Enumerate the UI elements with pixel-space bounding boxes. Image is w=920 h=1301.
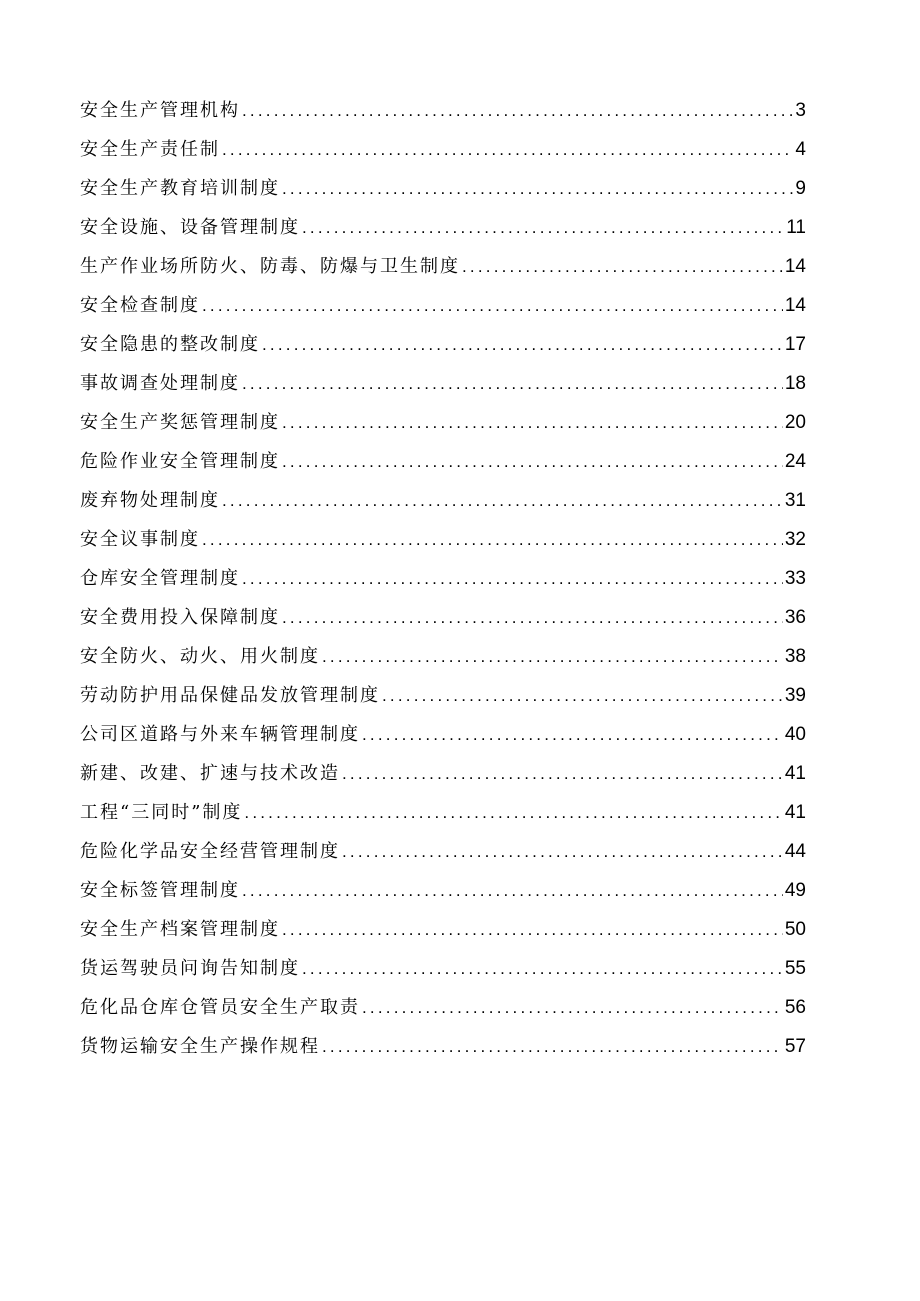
toc-entry[interactable] bbox=[80, 759, 806, 798]
toc-dot-leader bbox=[462, 252, 783, 282]
toc-dot-leader bbox=[362, 720, 783, 750]
toc-entry-title: 安全生产教育培训制度 bbox=[80, 178, 280, 199]
toc-entry[interactable] bbox=[80, 408, 806, 447]
toc-dot-leader bbox=[322, 642, 783, 672]
toc-entry-page: 31 bbox=[784, 490, 806, 511]
toc-entry-title: 工程“三同时”制度 bbox=[80, 802, 243, 823]
toc-dot-leader bbox=[202, 525, 783, 555]
table-of-contents bbox=[80, 96, 806, 1071]
toc-entry-title: 安全费用投入保障制度 bbox=[80, 607, 280, 628]
toc-dot-leader bbox=[222, 135, 793, 165]
toc-entry-title: 货物运输安全生产操作规程 bbox=[80, 1036, 320, 1057]
toc-entry-title: 安全生产档案管理制度 bbox=[80, 919, 280, 940]
toc-entry-page: 41 bbox=[784, 802, 806, 823]
toc-entry[interactable] bbox=[80, 369, 806, 408]
toc-entry-page: 36 bbox=[784, 607, 806, 628]
toc-entry-page: 17 bbox=[784, 334, 806, 355]
toc-dot-leader bbox=[242, 369, 783, 399]
toc-entry-page: 44 bbox=[784, 841, 806, 862]
toc-entry-page: 56 bbox=[784, 997, 806, 1018]
toc-dot-leader bbox=[322, 1032, 783, 1062]
toc-entry-title: 危险化学品安全经营管理制度 bbox=[80, 841, 340, 862]
toc-entry[interactable] bbox=[80, 798, 806, 837]
toc-entry-page: 55 bbox=[784, 958, 806, 979]
toc-dot-leader bbox=[302, 954, 783, 984]
toc-entry-title: 废弃物处理制度 bbox=[80, 490, 220, 511]
toc-entry-page: 14 bbox=[784, 295, 806, 316]
toc-entry[interactable] bbox=[80, 915, 806, 954]
toc-entry-page: 24 bbox=[784, 451, 806, 472]
toc-entry[interactable] bbox=[80, 96, 806, 135]
toc-entry-title: 危化品仓库仓管员安全生产取责 bbox=[80, 997, 360, 1018]
toc-entry[interactable] bbox=[80, 1032, 806, 1071]
toc-entry-title: 安全议事制度 bbox=[80, 529, 200, 550]
toc-entry[interactable] bbox=[80, 603, 806, 642]
toc-entry-page: 9 bbox=[795, 178, 806, 199]
toc-dot-leader bbox=[242, 876, 783, 906]
toc-entry-page: 33 bbox=[784, 568, 806, 589]
toc-entry[interactable] bbox=[80, 837, 806, 876]
toc-entry[interactable] bbox=[80, 447, 806, 486]
toc-dot-leader bbox=[382, 681, 783, 711]
toc-entry-title: 安全防火、动火、用火制度 bbox=[80, 646, 320, 667]
toc-dot-leader bbox=[282, 174, 793, 204]
toc-entry[interactable] bbox=[80, 681, 806, 720]
toc-entry-page: 40 bbox=[784, 724, 806, 745]
toc-dot-leader bbox=[244, 798, 782, 828]
toc-entry[interactable] bbox=[80, 876, 806, 915]
toc-dot-leader bbox=[202, 291, 783, 321]
toc-dot-leader bbox=[282, 447, 783, 477]
toc-entry[interactable] bbox=[80, 720, 806, 759]
toc-entry-page: 14 bbox=[784, 256, 806, 277]
toc-dot-leader bbox=[242, 564, 783, 594]
toc-dot-leader bbox=[342, 759, 783, 789]
toc-dot-leader bbox=[282, 603, 783, 633]
toc-dot-leader bbox=[262, 330, 783, 360]
toc-entry-title: 安全生产管理机构 bbox=[80, 100, 240, 121]
toc-entry-page: 38 bbox=[784, 646, 806, 667]
toc-dot-leader bbox=[222, 486, 783, 516]
toc-entry-title: 危险作业安全管理制度 bbox=[80, 451, 280, 472]
toc-entry-page: 4 bbox=[795, 139, 806, 160]
toc-entry-page: 39 bbox=[784, 685, 806, 706]
toc-dot-leader bbox=[302, 213, 784, 243]
toc-entry-page: 41 bbox=[784, 763, 806, 784]
toc-entry[interactable] bbox=[80, 486, 806, 525]
toc-entry[interactable] bbox=[80, 135, 806, 174]
toc-entry-title: 新建、改建、扩速与技术改造 bbox=[80, 763, 340, 784]
toc-entry[interactable] bbox=[80, 993, 806, 1032]
toc-entry-title: 安全设施、设备管理制度 bbox=[80, 217, 300, 238]
toc-entry-page: 11 bbox=[786, 217, 806, 238]
toc-entry-title: 公司区道路与外来车辆管理制度 bbox=[80, 724, 360, 745]
toc-entry[interactable] bbox=[80, 330, 806, 369]
toc-entry[interactable] bbox=[80, 213, 806, 252]
toc-entry[interactable] bbox=[80, 525, 806, 564]
toc-entry-page: 20 bbox=[784, 412, 806, 433]
toc-dot-leader bbox=[362, 993, 783, 1023]
toc-entry-title: 安全生产奖惩管理制度 bbox=[80, 412, 280, 433]
toc-entry-title: 安全检查制度 bbox=[80, 295, 200, 316]
toc-entry-page: 32 bbox=[784, 529, 806, 550]
toc-entry[interactable] bbox=[80, 954, 806, 993]
toc-entry[interactable] bbox=[80, 174, 806, 213]
toc-entry[interactable] bbox=[80, 642, 806, 681]
toc-entry-page: 18 bbox=[784, 373, 806, 394]
toc-entry-title: 仓库安全管理制度 bbox=[80, 568, 240, 589]
toc-dot-leader bbox=[342, 837, 783, 867]
toc-dot-leader bbox=[282, 408, 783, 438]
toc-entry-page: 57 bbox=[784, 1036, 806, 1057]
toc-entry-title: 事故调查处理制度 bbox=[80, 373, 240, 394]
toc-dot-leader bbox=[242, 96, 793, 126]
toc-entry-title: 安全隐患的整改制度 bbox=[80, 334, 260, 355]
toc-entry-title: 安全生产责任制 bbox=[80, 139, 220, 160]
toc-entry[interactable] bbox=[80, 564, 806, 603]
toc-dot-leader bbox=[282, 915, 783, 945]
toc-entry-title: 货运驾驶员问询告知制度 bbox=[80, 958, 300, 979]
toc-entry-title: 生产作业场所防火、防毒、防爆与卫生制度 bbox=[80, 256, 460, 277]
toc-entry-page: 49 bbox=[784, 880, 806, 901]
toc-entry[interactable] bbox=[80, 252, 806, 291]
toc-entry[interactable] bbox=[80, 291, 806, 330]
toc-entry-title: 安全标签管理制度 bbox=[80, 880, 240, 901]
toc-entry-page: 3 bbox=[795, 100, 806, 121]
toc-entry-title: 劳动防护用品保健品发放管理制度 bbox=[80, 685, 380, 706]
toc-entry-page: 50 bbox=[784, 919, 806, 940]
